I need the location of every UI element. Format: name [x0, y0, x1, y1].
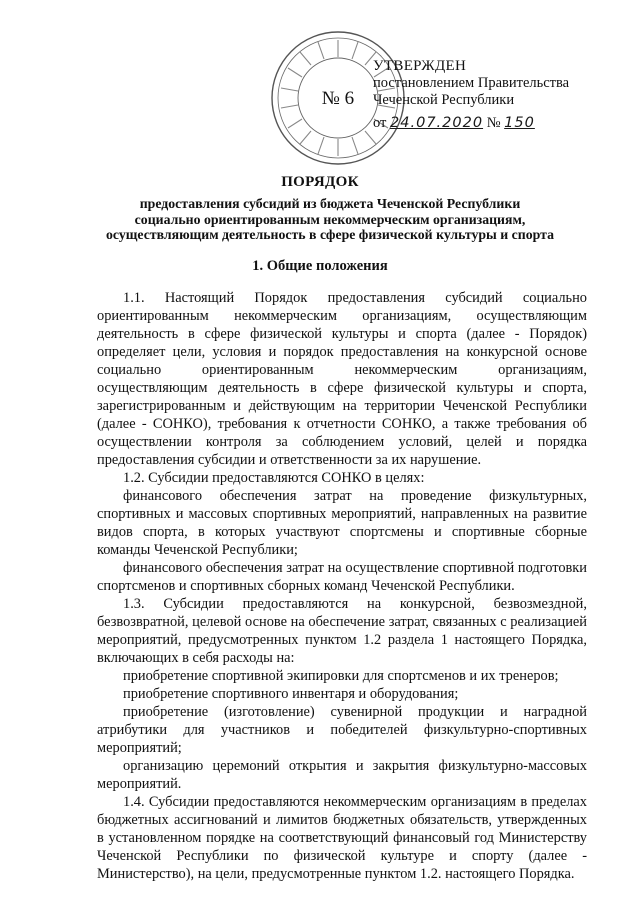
approval-date: 24.07.2020 [390, 115, 484, 131]
subtitle-line: осуществляющим деятельность в сфере физической культуры и спорта [106, 227, 554, 242]
document-title: ПОРЯДОК [281, 174, 359, 190]
paragraph: приобретение спортивного инвентаря и оборудования; [123, 686, 459, 702]
stamp-number: № 6 [321, 88, 355, 109]
document-body [97, 289, 587, 883]
paragraph: приобретение (изготовление) сувенирной продукции и наградной атрибутики для участников и победителей физкультурно-спортивных мероприятий; [97, 704, 587, 756]
subtitle-line: социально ориентированным некоммерческим организациям, [134, 211, 526, 227]
paragraph: 1.4. Субсидии предоставляются некоммерческим организациям в пределах бюджетных ассигнований и лимитов бюджетных обязательств, утвержденных в установленном порядке на соответствующий финансовый год Министерству Чеченской Республики по физической культуре и спорту (далее - Министерство), на цели, предусмотренные пунктом 1.2. настоящего Порядка. [97, 794, 587, 882]
paragraph: приобретение спортивной экипировки для спортсменов и их тренеров; [123, 668, 559, 684]
subtitle-line: предоставления субсидий из бюджета Чеченской Республики [139, 196, 521, 211]
paragraph: организацию церемоний открытия и закрытия физкультурно-массовых мероприятий. [97, 758, 587, 792]
approval-block [373, 58, 569, 132]
document-subtitle [70, 196, 590, 243]
approval-line-1: постановлением Правительства [373, 75, 570, 91]
approval-number: 150 [504, 115, 535, 131]
paragraph: финансового обеспечения затрат на осуществление спортивной подготовки спортсменов и спортивных сборных команд Чеченской Республики. [97, 560, 587, 594]
date-prefix: от [373, 115, 387, 131]
approval-date-line [373, 115, 569, 132]
section-heading: 1. Общие положения [252, 258, 388, 274]
paragraph: 1.3. Субсидии предоставляются на конкурсной, безвозмездной, безвозвратной, целевой основе на обеспечение затрат, связанных с реализацией мероприятий, предусмотренных пунктом 1.2 раздела 1 настоящего Порядка, включающих в себя расходы на: [97, 596, 587, 666]
paragraph: 1.1. Настоящий Порядок предоставления субсидий социально ориентированным некоммерческим организациям, осуществляющим деятельность в сфере физической культуры и спорта (далее - Порядок) определяет цели, условия и порядок предоставления на конкурсной основе социально ориентированным некоммерческим организациям, осуществляющим деятельность в сфере физической культуры и спорта, зарегистрированным и действующим на территории Чеченской Республики (далее - СОНКО), требования к отчетности СОНКО, а также требования об осуществлении контроля за соблюдением условий, целей и порядка предоставления субсидии и ответственности за их нарушение. [97, 290, 587, 468]
approval-line-2: Чеченской Республики [373, 92, 515, 108]
number-prefix: № [486, 115, 501, 131]
paragraph: 1.2. Субсидии предоставляются СОНКО в целях: [123, 470, 425, 486]
paragraph: финансового обеспечения затрат на проведение физкультурных, спортивных и массовых спортивных мероприятий, направленных на развитие видов спорта, в которых участвуют спортсмены и спортивные сборные команды Чеченской Республики; [97, 488, 587, 558]
approval-title: УТВЕРЖДЕН [373, 58, 467, 74]
